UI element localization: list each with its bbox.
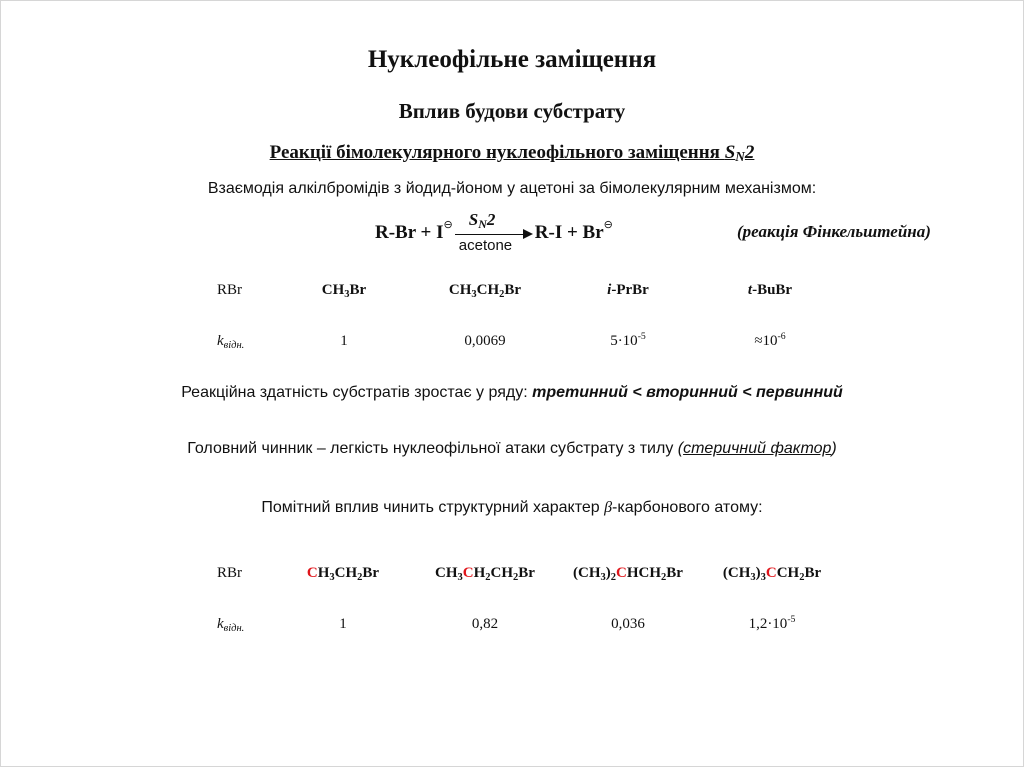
formula-part: 3 — [750, 572, 756, 583]
formula-part: 2 — [513, 572, 519, 583]
formula-part: CH — [776, 565, 800, 581]
alpha-carbon-highlight: C — [616, 565, 627, 581]
formula-part: -PrBr — [611, 282, 649, 298]
formula-part: 0,0069 — [464, 333, 506, 349]
relative-rate-value — [610, 333, 646, 350]
formula-part: 5·10 — [610, 333, 638, 349]
formula-part: 3 — [760, 572, 766, 583]
k-symbol: k — [217, 616, 224, 632]
formula-part: ≈10 — [754, 333, 778, 349]
steric-factor: стеричний фактор — [683, 440, 832, 457]
substrate-formula — [449, 282, 521, 299]
formula-part: 0,036 — [611, 616, 645, 632]
formula-part: 3 — [471, 289, 477, 300]
formula-part: -BuBr — [752, 282, 793, 298]
formula-part: CH — [321, 282, 345, 298]
k-symbol: k — [217, 333, 224, 349]
alpha-carbon-highlight: C — [306, 565, 318, 581]
alpha-carbon-highlight: C — [765, 565, 777, 581]
formula-part: 2 — [610, 572, 617, 583]
formula-part: 1 — [339, 616, 347, 632]
beta-symbol: β — [604, 499, 613, 516]
formula-part: CH — [490, 565, 514, 581]
formula-part: ) — [605, 565, 611, 581]
formula-part: 2 — [499, 289, 505, 300]
formula-part: 3 — [600, 572, 606, 583]
formula-part: -6 — [777, 331, 786, 342]
reactivity-text — [0, 384, 1024, 402]
equation-products: R-I + Br — [534, 222, 604, 243]
equation-reactants: R-Br + I — [375, 222, 444, 243]
formula-part: Br — [804, 565, 822, 581]
reaction-name: (реакція Фінкельштейна) — [737, 222, 931, 241]
relative-rate-value — [464, 333, 505, 350]
formula-part: 2 — [485, 572, 491, 583]
relative-rate-value — [339, 616, 347, 633]
relative-rate-value — [749, 616, 796, 633]
formula-part: CH — [448, 282, 472, 298]
substrate-formula — [322, 282, 366, 299]
formula-part: i — [607, 282, 612, 298]
relative-rate-value — [340, 333, 348, 350]
formula-part: -5 — [787, 614, 796, 625]
formula-part: 2 — [661, 572, 667, 583]
formula-part: CH — [334, 565, 358, 581]
table2-row-label: RBr — [217, 565, 243, 581]
formula-part: Br — [666, 565, 683, 581]
table2-k-label — [217, 616, 244, 633]
formula-part: H — [473, 565, 486, 581]
substrate-formula — [748, 282, 792, 299]
relative-rate-value — [754, 333, 785, 350]
main-factor-lead: Головний чинник – легкість нуклеофільної атаки субстрату з тилу — [187, 440, 678, 457]
formula-part: 3 — [457, 572, 463, 583]
arrow-solvent: acetone — [458, 236, 513, 254]
beta-text — [0, 499, 1024, 517]
formula-part: 2 — [799, 572, 805, 583]
beta-tail: -карбонового атому: — [612, 499, 763, 516]
relative-rate-value — [472, 616, 498, 633]
formula-part: CH — [476, 282, 500, 298]
alpha-carbon-highlight: C — [462, 565, 474, 581]
formula-part: 3 — [329, 572, 335, 583]
reactivity-lead: Реакційна здатність субстратів зростає у ряду: — [181, 384, 533, 401]
arrow-label-2: 2 — [486, 209, 496, 229]
relative-rate-value — [611, 616, 645, 633]
reaction-arrow — [455, 209, 533, 254]
substrate-formula — [307, 565, 379, 582]
formula-part: Br — [362, 565, 380, 581]
substrate-formula — [607, 282, 649, 299]
paren-open: ( — [677, 440, 684, 457]
anion-charge: ⊖ — [443, 219, 453, 231]
k-subscript: відн. — [223, 340, 245, 351]
formula-part: CH — [435, 565, 458, 581]
arrow-label-n: N — [478, 216, 487, 231]
heading-n: N — [735, 149, 745, 164]
formula-part: H — [317, 565, 330, 581]
intro-text: Взаємодія алкілбромідів з йодид-йоном у ацетоні за бімолекулярним механізмом: — [207, 180, 817, 197]
table1-k-label — [217, 333, 244, 350]
formula-part: 1,2·10 — [748, 616, 788, 632]
anion-charge-2: ⊖ — [603, 219, 613, 231]
beta-lead: Помітний вплив чинить структурний характер — [261, 499, 605, 516]
formula-part: 1 — [340, 333, 348, 349]
formula-part: 0,82 — [471, 616, 499, 632]
formula-part: HCH — [626, 565, 662, 581]
formula-part: (CH — [573, 565, 601, 581]
finkelstein-equation — [375, 209, 613, 254]
formula-part: ) — [755, 565, 761, 581]
subtitle: Вплив будови субстрату — [398, 99, 626, 123]
formula-part: 3 — [344, 289, 350, 300]
section-heading — [0, 142, 1024, 164]
substrate-formula — [573, 565, 683, 582]
formula-part: Br — [504, 282, 522, 298]
arrow-label-s: S — [468, 209, 479, 229]
heading-2: 2 — [744, 142, 755, 163]
heading-s: S — [724, 142, 736, 163]
k-subscript: відн. — [223, 623, 245, 634]
heading-text: Реакції бімолекулярного нуклеофільного заміщення — [269, 142, 725, 163]
formula-part: Br — [349, 282, 367, 298]
table1-row-label: RBr — [217, 282, 243, 298]
formula-part: Br — [518, 565, 535, 581]
formula-part: 2 — [357, 572, 363, 583]
substrate-formula — [435, 565, 535, 582]
reactivity-series: третинний < вторинний < первинний — [532, 384, 843, 401]
formula-part: -5 — [637, 331, 646, 342]
paren-close: ) — [831, 440, 837, 457]
formula-part: t — [747, 282, 753, 298]
formula-part: (CH — [722, 565, 751, 581]
page-title: Нуклеофільне заміщення — [367, 46, 657, 73]
substrate-formula — [723, 565, 821, 582]
main-factor-text — [0, 440, 1024, 458]
